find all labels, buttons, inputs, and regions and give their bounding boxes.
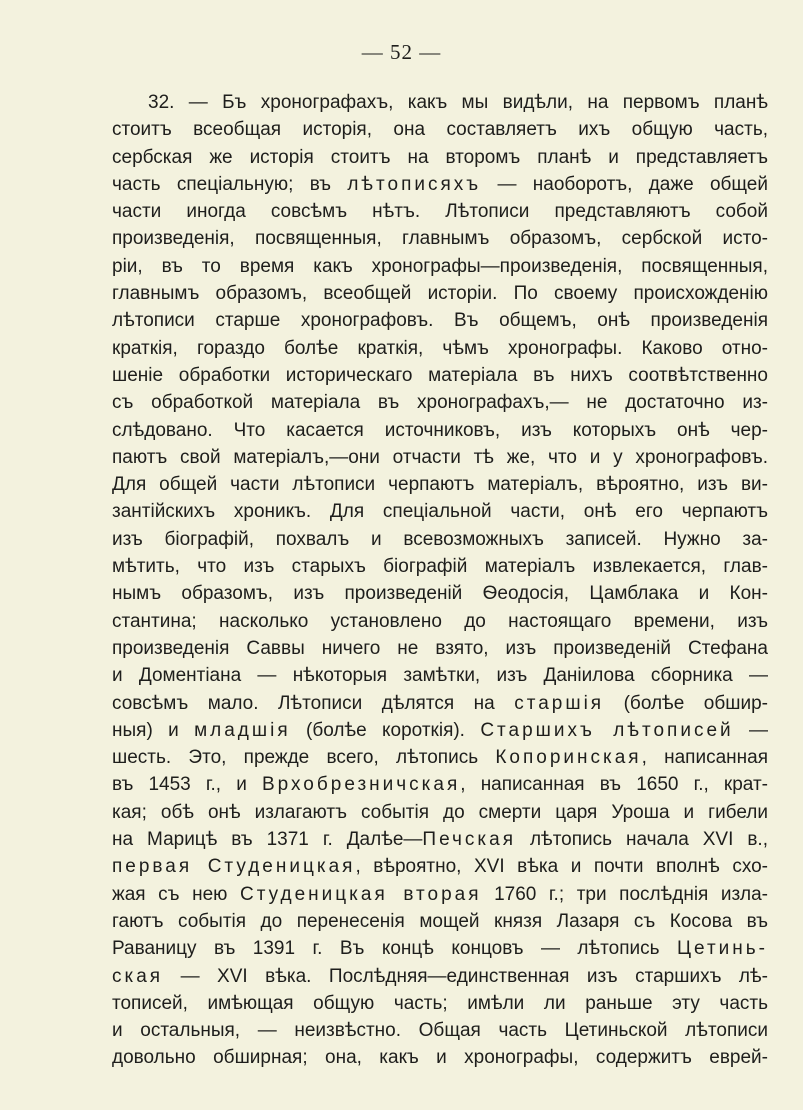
text-segment: сербская же исторія стоитъ на второмъ планѣ и представляетъ bbox=[112, 146, 768, 168]
text-line-content bbox=[112, 662, 768, 689]
emphasized-text: Старшихъ лѣтописей bbox=[480, 719, 734, 741]
text-segment: — XVI вѣка. Послѣдняя—единственная изъ старшихъ лѣ- bbox=[163, 965, 768, 987]
text-segment: жая съ нею bbox=[112, 883, 241, 905]
text-line-content bbox=[112, 690, 768, 717]
text-segment: часть спеціальную; въ bbox=[112, 173, 348, 195]
text-line-content bbox=[112, 498, 768, 525]
text-line bbox=[112, 990, 768, 1017]
text-segment: совсѣмъ мало. Лѣтописи дѣлятся на bbox=[112, 692, 515, 714]
text-line-content bbox=[112, 908, 768, 935]
text-line bbox=[112, 498, 768, 525]
text-segment: , написанная въ 1650 г., крат- bbox=[460, 774, 768, 796]
text-line bbox=[112, 553, 768, 580]
text-line-content bbox=[112, 826, 768, 853]
emphasized-text: младшія bbox=[194, 719, 291, 741]
text-line bbox=[112, 417, 768, 444]
text-line bbox=[112, 253, 768, 280]
text-line bbox=[112, 225, 768, 252]
text-segment: — bbox=[733, 719, 768, 741]
text-line-content bbox=[112, 116, 768, 143]
text-segment: въ 1453 г., и bbox=[112, 774, 262, 796]
text-segment: шесть. Это, прежде всего, лѣтопись bbox=[112, 747, 496, 769]
text-line-content bbox=[112, 1044, 768, 1071]
text-line-content bbox=[112, 963, 768, 990]
text-segment: слѣдовано. Что касается источниковъ, изъ которыхъ онѣ чер- bbox=[112, 419, 768, 441]
emphasized-text: Студеницкая вторая bbox=[240, 883, 482, 905]
text-line-content bbox=[112, 608, 768, 635]
text-line-content bbox=[112, 471, 768, 498]
text-line bbox=[112, 580, 768, 607]
text-line bbox=[112, 690, 768, 717]
emphasized-text: Врхобрезничская bbox=[261, 774, 461, 796]
text-segment: тописей, имѣющая общую часть; имѣли ли раньше эту часть bbox=[112, 992, 768, 1014]
text-line bbox=[112, 362, 768, 389]
text-segment: гаютъ событія до перенесенія мощей князя Лазаря съ Косова въ bbox=[112, 910, 768, 932]
text-line bbox=[112, 307, 768, 334]
text-line bbox=[112, 526, 768, 553]
text-line-content bbox=[112, 935, 768, 962]
text-segment: 32. — Бъ хронографахъ, какъ мы видѣли, на первомъ планѣ bbox=[148, 92, 768, 113]
text-line bbox=[112, 198, 768, 225]
emphasized-text: Печская bbox=[422, 829, 516, 851]
text-line-content bbox=[112, 853, 768, 880]
text-line-content bbox=[112, 280, 768, 307]
emphasized-text: Цетинь- bbox=[676, 938, 768, 960]
text-line-content bbox=[112, 526, 768, 553]
text-segment: ныя) и bbox=[112, 719, 195, 741]
text-line bbox=[112, 171, 768, 198]
text-line bbox=[112, 908, 768, 935]
text-line bbox=[112, 471, 768, 498]
text-line bbox=[112, 963, 768, 990]
text-segment: довольно обширная; она, какъ и хронографы, содержитъ еврей- bbox=[112, 1047, 768, 1069]
text-line-content bbox=[112, 417, 768, 444]
text-line-content bbox=[112, 253, 768, 280]
text-line bbox=[112, 744, 768, 771]
text-segment: и остальныя, — неизвѣстно. Общая часть Цетиньской лѣтописи bbox=[112, 1020, 768, 1042]
text-line bbox=[112, 1044, 768, 1071]
text-line-content bbox=[112, 307, 768, 334]
text-segment: зантійскихъ хроникъ. Для спеціальной части, онѣ его черпаютъ bbox=[112, 501, 768, 523]
emphasized-text: старшія bbox=[514, 692, 605, 714]
text-segment: изъ біографій, похвалъ и всевозможныхъ записей. Нужно за- bbox=[112, 528, 768, 550]
text-segment: шеніе обработки историческаго матеріала въ нихъ соотвѣтственно bbox=[112, 364, 768, 386]
text-line-content bbox=[112, 553, 768, 580]
text-line-content bbox=[112, 1017, 768, 1044]
text-segment: нымъ образомъ, изъ произведеній Ѳеодосія, Цамблака и Кон- bbox=[112, 583, 768, 605]
text-line-content bbox=[112, 717, 768, 744]
text-line-content bbox=[112, 171, 768, 198]
text-segment: лѣтописи старше хронографовъ. Въ общемъ, онѣ произведенія bbox=[112, 310, 768, 332]
text-line-content bbox=[112, 580, 768, 607]
text-segment: стоитъ всеобщая исторія, она составляетъ ихъ общую часть, bbox=[112, 119, 768, 141]
text-segment: мѣтить, что изъ старыхъ біографій матеріалъ извлекается, глав- bbox=[112, 556, 768, 578]
text-line-content bbox=[112, 881, 768, 908]
body-text bbox=[112, 89, 768, 1072]
text-segment: части иногда совсѣмъ нѣтъ. Лѣтописи представляютъ собой bbox=[112, 201, 768, 223]
text-line-content bbox=[112, 799, 768, 826]
text-segment: Раваницу въ 1391 г. Въ концѣ концовъ — лѣтопись bbox=[112, 938, 677, 960]
text-line bbox=[112, 1017, 768, 1044]
text-line-content bbox=[112, 198, 768, 225]
emphasized-text: первая Студеницкая bbox=[112, 856, 356, 878]
text-line bbox=[112, 635, 768, 662]
text-segment: 1760 г.; три послѣднія изла- bbox=[481, 883, 769, 905]
text-line bbox=[112, 608, 768, 635]
text-line bbox=[112, 116, 768, 143]
text-line bbox=[112, 881, 768, 908]
text-segment: паютъ свой матеріалъ,—они отчасти тѣ же, что и у хронографовъ. bbox=[112, 446, 768, 468]
text-line-content bbox=[112, 144, 768, 171]
text-line-content bbox=[112, 362, 768, 389]
text-line bbox=[112, 662, 768, 689]
emphasized-text: Копоринская bbox=[495, 747, 642, 769]
text-line-content bbox=[112, 635, 768, 662]
text-line bbox=[112, 444, 768, 471]
text-line-content bbox=[112, 744, 768, 771]
text-segment: краткія, гораздо болѣе краткія, чѣмъ хронографы. Каково отно- bbox=[112, 337, 768, 359]
text-line bbox=[112, 717, 768, 744]
text-segment: и Доментіана — нѣкоторыя замѣтки, изъ Даніилова сборника — bbox=[112, 665, 768, 687]
text-segment: на Марицѣ въ 1371 г. Далѣе— bbox=[112, 829, 423, 851]
text-line-content bbox=[112, 990, 768, 1017]
text-line bbox=[112, 771, 768, 798]
text-line bbox=[112, 280, 768, 307]
text-segment: Для общей части лѣтописи черпаютъ матеріалъ, вѣроятно, изъ ви- bbox=[112, 474, 768, 496]
text-segment: , написанная bbox=[641, 747, 768, 769]
text-segment: главнымъ образомъ, всеобщей исторіи. По своему происхожденію bbox=[112, 283, 768, 305]
text-segment: съ обработкой матеріала въ хронографахъ,— не достаточно из- bbox=[112, 392, 768, 414]
text-segment: (болѣе короткія). bbox=[290, 719, 481, 741]
text-line-content bbox=[148, 89, 768, 116]
text-line bbox=[112, 935, 768, 962]
text-line-content bbox=[112, 771, 768, 798]
text-line bbox=[112, 799, 768, 826]
text-segment: лѣтопись начала XVI в., bbox=[516, 829, 768, 851]
text-segment: кая; обѣ онѣ излагаютъ событія до смерти царя Уроша и гибели bbox=[112, 801, 768, 823]
text-segment: ріи, въ то время какъ хронографы—произведенія, посвященныя, bbox=[112, 255, 768, 277]
text-segment: стантина; насколько установлено до настоящаго времени, изъ bbox=[112, 610, 768, 632]
text-line-content bbox=[112, 335, 768, 362]
text-segment: произведенія Саввы ничего не взято, изъ произведеній Стефана bbox=[112, 637, 768, 659]
text-line bbox=[112, 853, 768, 880]
text-line bbox=[112, 335, 768, 362]
text-line-content bbox=[112, 225, 768, 252]
text-line-content bbox=[112, 389, 768, 416]
text-segment: , вѣроятно, XVI вѣка и почти вполнѣ схо- bbox=[355, 856, 769, 878]
text-line bbox=[112, 826, 768, 853]
text-segment: — наоборотъ, даже общей bbox=[481, 173, 768, 195]
text-line bbox=[112, 144, 768, 171]
text-segment: (болѣе обшир- bbox=[604, 692, 768, 714]
text-line bbox=[112, 89, 768, 116]
page-number: — 52 — bbox=[361, 40, 442, 64]
text-segment: произведенія, посвященныя, главнымъ образомъ, сербской исто- bbox=[112, 228, 768, 250]
text-line bbox=[112, 389, 768, 416]
emphasized-text: лѣтописяхъ bbox=[347, 173, 482, 195]
emphasized-text: ская bbox=[112, 965, 164, 987]
text-line-content bbox=[112, 444, 768, 471]
